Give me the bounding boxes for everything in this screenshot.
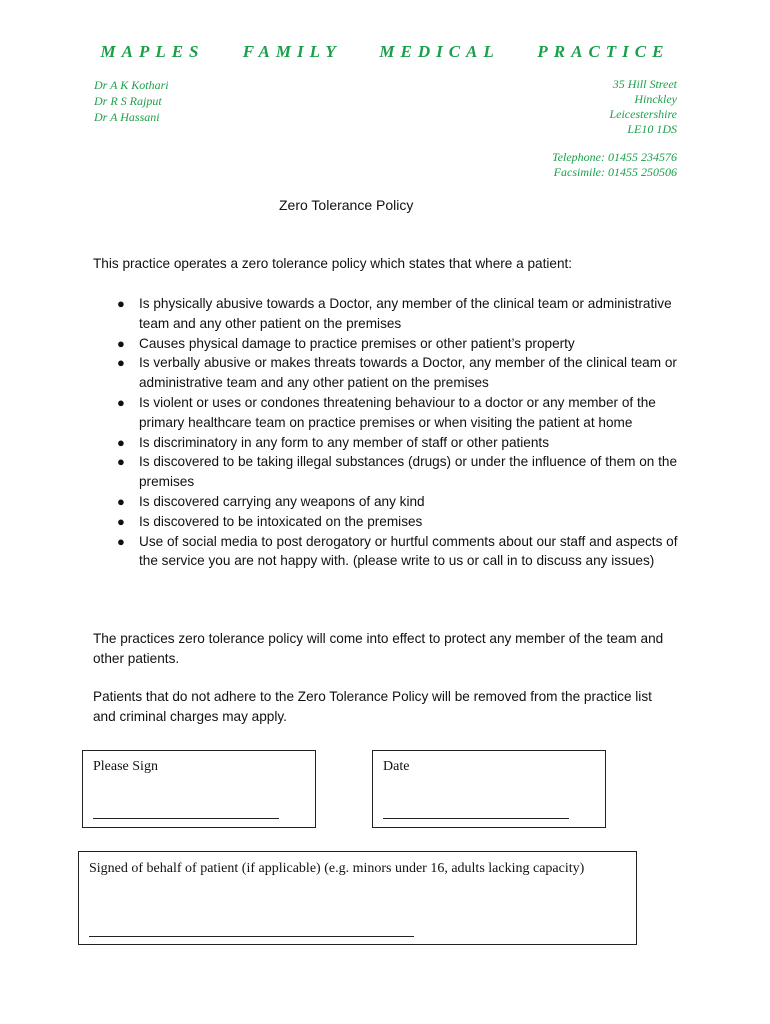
bullet-icon: ● (117, 513, 125, 529)
list-item-text: Is discriminatory in any form to any member of staff or other patients (139, 434, 549, 450)
doctor-name: Dr A K Kothari (94, 78, 169, 92)
list-item-text: Is violent or uses or condones threatening behaviour to a doctor or any member of the primary healthcare team on practice premises or when visiting the patient at home (139, 394, 656, 430)
address-line: Hinckley (634, 92, 677, 106)
address-line: 35 Hill Street (612, 77, 677, 91)
bullet-icon: ● (117, 355, 125, 371)
list-item (93, 532, 693, 572)
list-item (93, 334, 693, 354)
signature-label: Please Sign (93, 759, 158, 774)
list-item-text: Is discovered to be intoxicated on the premises (139, 513, 423, 529)
practice-address (609, 77, 677, 137)
list-item-text: Is discovered to be taking illegal substances (drugs) or under the influence of them on the premises (139, 454, 678, 490)
behalf-label: Signed of behalf of patient (if applicable) (e.g. minors under 16, adults lacking capacity) (89, 861, 585, 876)
signature-line[interactable] (93, 818, 279, 819)
list-item (93, 433, 693, 453)
list-item (93, 294, 693, 334)
date-box[interactable] (372, 750, 606, 828)
date-label: Date (383, 759, 410, 774)
list-item-text: Causes physical damage to practice premises or other patient’s property (139, 335, 575, 351)
list-item-text: Use of social media to post derogatory or hurtful comments about our staff and aspects of the service you are not happy with. (please write to us or call in to discuss any issues) (139, 533, 678, 569)
bullet-icon: ● (117, 454, 125, 470)
contact-details (552, 150, 677, 180)
bullet-icon: ● (117, 335, 125, 351)
behalf-signature-box[interactable] (78, 851, 637, 945)
list-item (93, 393, 693, 433)
signature-box[interactable] (82, 750, 316, 828)
policy-title: Zero Tolerance Policy (279, 197, 414, 213)
list-item (93, 452, 693, 492)
list-item-text: Is physically abusive towards a Doctor, any member of the clinical team or administrative team and any other patient on the premises (139, 296, 672, 331)
address-line: Leicestershire (609, 107, 677, 121)
practice-name: MAPLES FAMILY MEDICAL PRACTICE (100, 42, 670, 61)
doctors-list (94, 77, 169, 125)
doctor-name: Dr A Hassani (94, 110, 160, 124)
bullet-icon: ● (117, 493, 125, 509)
list-item (93, 353, 693, 393)
address-line: LE10 1DS (627, 122, 677, 136)
effect-paragraph: The practices zero tolerance policy will come into effect to protect any member of the team and other patients. (93, 631, 664, 666)
bullet-icon: ● (117, 533, 125, 549)
intro-paragraph: This practice operates a zero tolerance policy which states that where a patient: (93, 256, 573, 271)
list-item-text: Is verbally abusive or makes threats towards a Doctor, any member of the clinical team or administrative team and any other patient on the premises (139, 355, 677, 391)
list-item (93, 512, 693, 532)
removal-paragraph: Patients that do not adhere to the Zero Tolerance Policy will be removed from the practice list and criminal charges may apply. (93, 689, 652, 724)
list-item (93, 492, 693, 512)
bullet-icon: ● (117, 394, 125, 410)
facsimile: Facsimile: 01455 250506 (553, 165, 677, 179)
list-item-text: Is discovered carrying any weapons of any kind (139, 493, 425, 509)
doctor-name: Dr R S Rajput (94, 94, 162, 108)
date-line[interactable] (383, 818, 569, 819)
policy-bullet-list (93, 294, 693, 571)
bullet-icon: ● (117, 296, 125, 311)
telephone: Telephone: 01455 234576 (552, 150, 677, 164)
behalf-signature-line[interactable] (89, 936, 414, 937)
bullet-icon: ● (117, 434, 125, 450)
